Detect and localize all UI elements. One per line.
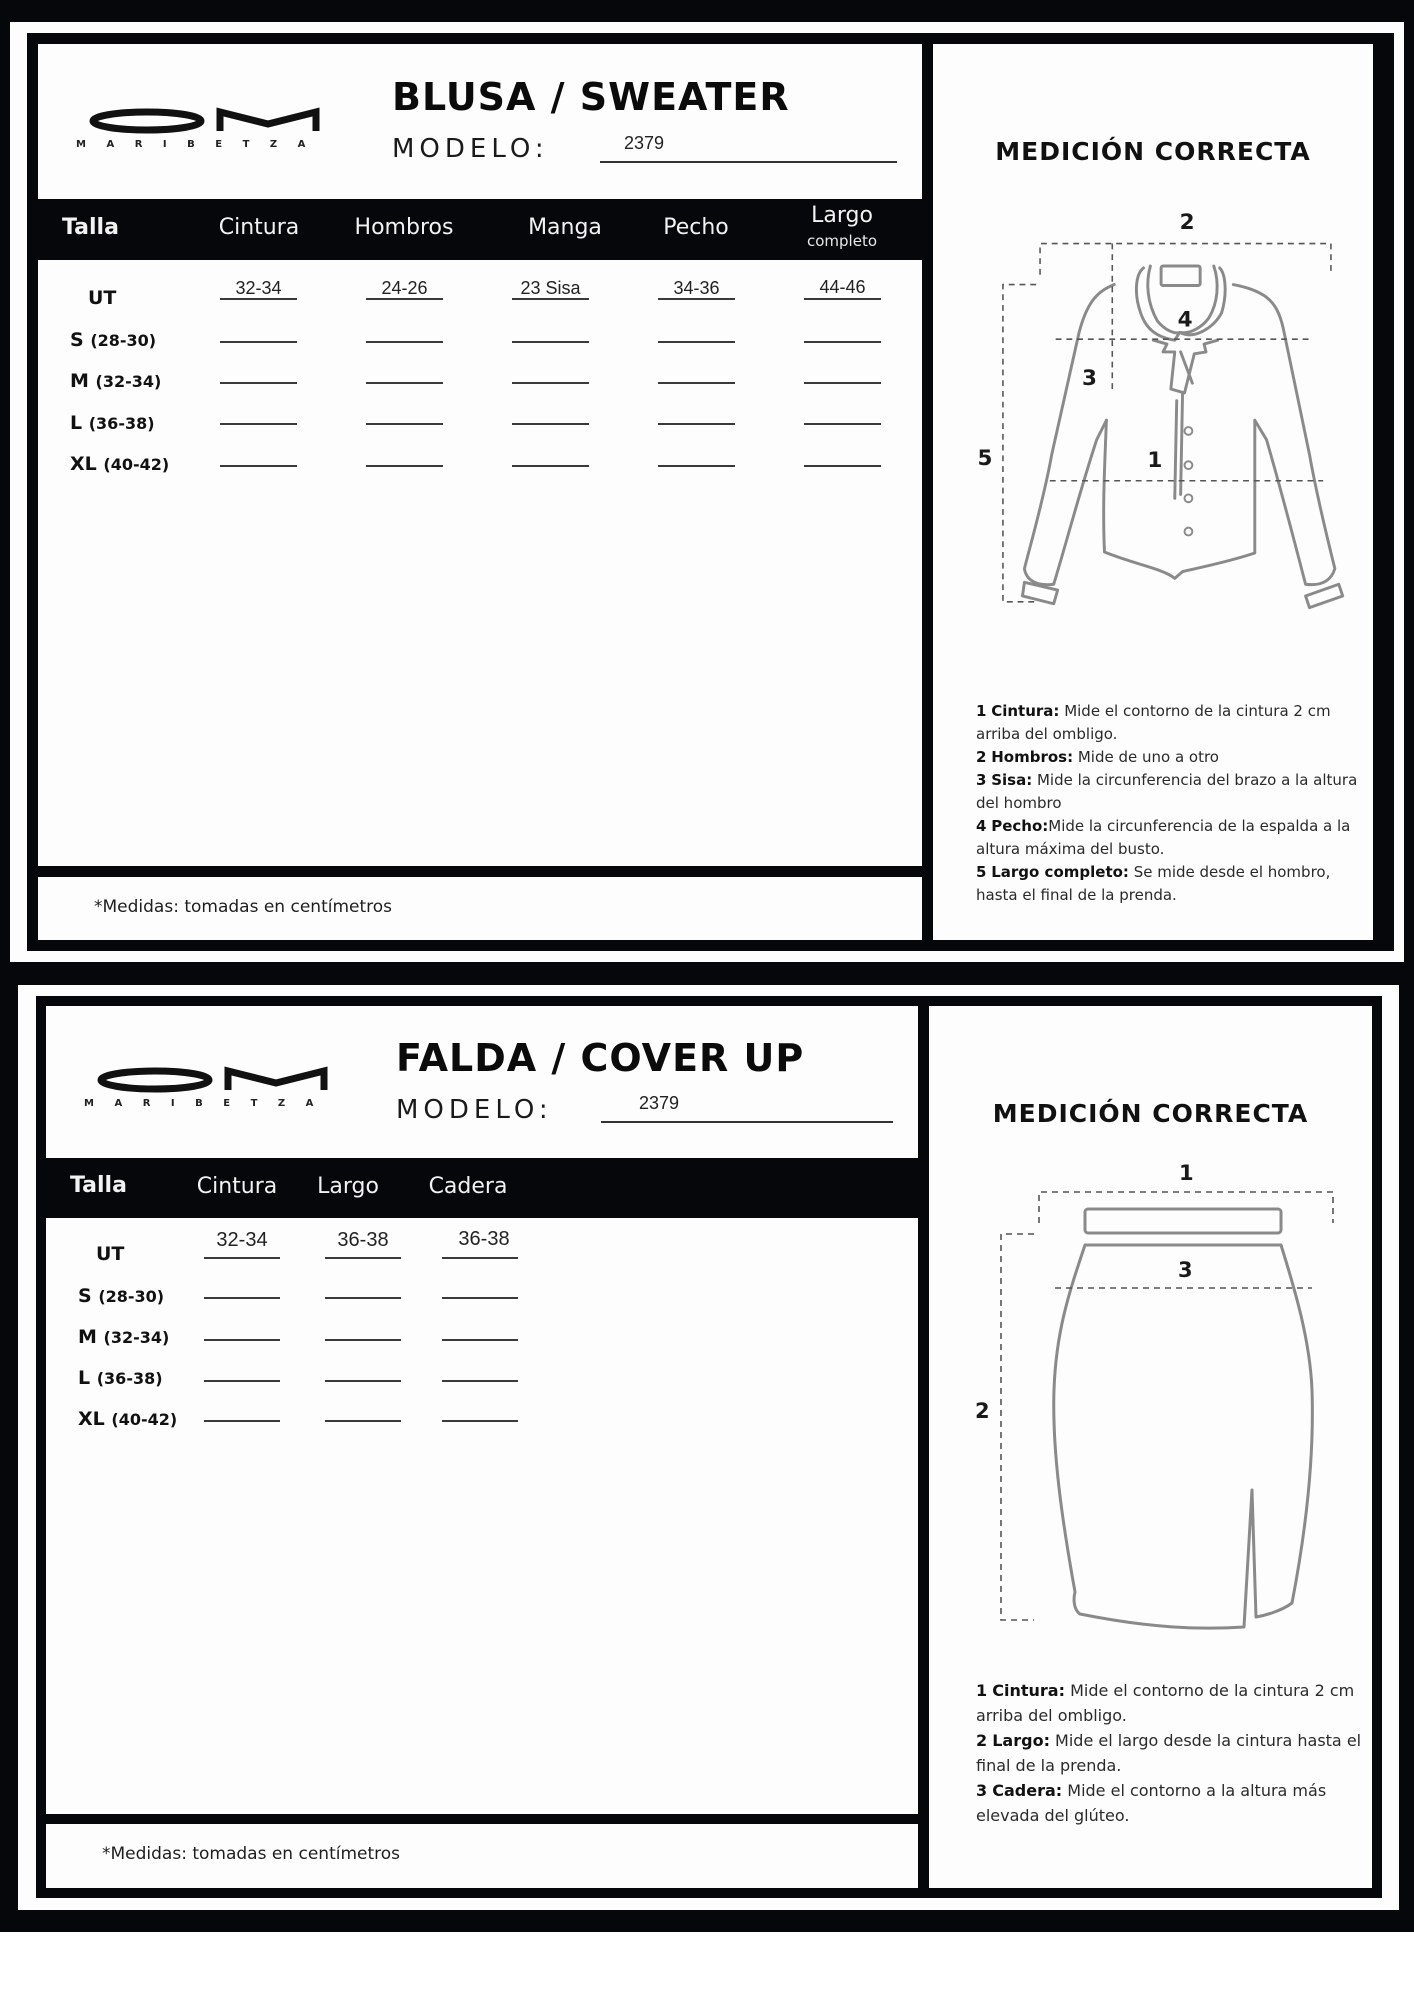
cell-value: 34-36	[673, 278, 720, 298]
cell-line	[512, 423, 589, 425]
cell-line	[204, 1380, 280, 1382]
col-header-cadera: Cadera	[428, 1174, 508, 1199]
col-header-cintura: Cintura	[218, 215, 300, 240]
table-header	[46, 1158, 918, 1218]
cell-line	[366, 382, 443, 384]
cell-value: 24-26	[381, 278, 428, 298]
size-range: (28-30)	[98, 1287, 165, 1306]
cell-line	[442, 1297, 518, 1299]
legend-item-2: 2 Largo: Mide el largo desde la cintura hasta el final de la prenda.	[976, 1731, 1362, 1775]
cell-line	[220, 341, 297, 343]
col-header-cintura: Cintura	[196, 1174, 278, 1199]
size-xl	[78, 1408, 177, 1430]
modelo-label: MODELO:	[392, 134, 549, 164]
size-m	[70, 370, 161, 392]
cell-line	[804, 465, 881, 467]
modelo-label: MODELO:	[396, 1095, 553, 1125]
col-header-pecho: Pecho	[663, 215, 729, 240]
cell-line	[366, 423, 443, 425]
cell-line	[658, 423, 735, 425]
cell-value: 44-46	[819, 277, 866, 297]
units-note: *Medidas: tomadas en centímetros	[102, 1844, 401, 1864]
marker-2: 2	[1179, 209, 1195, 235]
cell-line	[512, 465, 589, 467]
col-header-hombros: Hombros	[354, 215, 454, 240]
brand-name: MARIBETZA	[76, 139, 326, 150]
cell-line	[658, 465, 735, 467]
size-s	[70, 329, 156, 351]
brand-logo	[78, 1064, 358, 1114]
col-header-manga: Manga	[528, 215, 602, 240]
col-header-talla: Talla	[70, 1173, 127, 1198]
modelo-value: 2379	[624, 133, 665, 153]
marker-1: 1	[1179, 1161, 1194, 1185]
measure-guide-panel	[929, 1006, 1372, 1888]
measure-guide-panel	[933, 44, 1373, 940]
legend-item-3: 3 Sisa: Mide la circunferencia del brazo a la altura del hombro	[976, 771, 1358, 812]
legend-item-2: 2 Hombros: Mide de uno a otro	[976, 748, 1219, 766]
size-range: (36-38)	[96, 1369, 163, 1388]
cell-line	[220, 382, 297, 384]
cell-line	[658, 298, 735, 300]
modelo-underline	[600, 161, 897, 163]
cell-line	[512, 382, 589, 384]
cell-line	[325, 1297, 401, 1299]
legend-item-5: 5 Largo completo: Se mide desde el hombro, hasta el final de la prenda.	[976, 863, 1331, 904]
size-l	[70, 412, 155, 434]
legend-item-4: 4 Pecho:Mide la circunferencia de la espalda a la altura máxima del busto.	[976, 817, 1351, 858]
table-body	[46, 1218, 918, 1814]
cell-line	[220, 298, 297, 300]
size-range: (32-34)	[103, 1328, 170, 1347]
chart-footer	[46, 1824, 918, 1888]
legend-item-1: 1 Cintura: Mide el contorno de la cintura 2 cm arriba del ombligo.	[976, 1681, 1355, 1725]
col-header-largo: Largo	[811, 203, 873, 228]
modelo-value: 2379	[639, 1093, 680, 1113]
brand-logo	[70, 105, 350, 155]
cell-line	[512, 341, 589, 343]
garment-title: BLUSA / SWEATER	[392, 75, 790, 119]
cell-line	[220, 423, 297, 425]
measure-guide-title: MEDICIÓN CORRECTA	[995, 137, 1311, 166]
cell-line	[366, 298, 443, 300]
cell-line	[512, 298, 589, 300]
cell-line	[804, 382, 881, 384]
cell-value: 32-34	[235, 278, 282, 298]
cell-value: 36-38	[458, 1228, 510, 1250]
blouse-diagram-icon	[960, 200, 1370, 660]
marker-4: 4	[1177, 307, 1193, 333]
cell-line	[366, 341, 443, 343]
legend-item-3: 3 Cadera: Mide el contorno a la altura más elevada del glúteo.	[976, 1781, 1327, 1825]
size-code: M	[78, 1326, 97, 1348]
size-code: M	[70, 370, 89, 392]
size-m	[78, 1326, 169, 1348]
cell-line	[204, 1257, 280, 1259]
chart-footer	[38, 877, 922, 940]
modelo-underline	[601, 1121, 893, 1123]
cell-line	[442, 1339, 518, 1341]
marker-5: 5	[977, 446, 993, 472]
om-logo-icon	[78, 1064, 358, 1094]
size-code: S	[78, 1285, 92, 1307]
units-note: *Medidas: tomadas en centímetros	[94, 897, 393, 917]
col-header-largo: Largo	[317, 1174, 379, 1199]
cell-value: 36-38	[337, 1229, 389, 1251]
size-range: (28-30)	[90, 331, 157, 350]
cell-line	[442, 1380, 518, 1382]
cell-line	[658, 341, 735, 343]
size-ut: UT	[88, 287, 117, 309]
col-header-largo-sub: completo	[806, 232, 877, 250]
marker-2: 2	[975, 1399, 990, 1423]
size-code: XL	[70, 453, 97, 475]
cell-line	[204, 1339, 280, 1341]
measure-legend	[976, 700, 1366, 907]
table-header	[38, 199, 922, 260]
marker-3: 3	[1178, 1258, 1193, 1282]
cell-line	[325, 1380, 401, 1382]
legend-item-1: 1 Cintura: Mide el contorno de la cintura 2 cm arriba del ombligo.	[976, 702, 1331, 743]
size-code: L	[70, 412, 83, 434]
size-l	[78, 1367, 163, 1389]
cell-line	[325, 1339, 401, 1341]
cell-value: 23 Sisa	[520, 278, 581, 298]
cell-line	[658, 382, 735, 384]
size-code: L	[78, 1367, 91, 1389]
measure-legend	[976, 1678, 1366, 1828]
cell-line	[325, 1420, 401, 1422]
skirt-diagram-icon	[960, 1140, 1360, 1640]
om-logo-icon	[70, 105, 350, 135]
cell-line	[204, 1420, 280, 1422]
cell-line	[804, 341, 881, 343]
size-ut: UT	[96, 1243, 125, 1265]
cell-line	[442, 1257, 518, 1259]
col-header-talla: Talla	[62, 215, 119, 240]
table-body	[38, 260, 922, 866]
marker-1: 1	[1147, 448, 1163, 474]
size-s	[78, 1285, 164, 1307]
cell-line	[804, 423, 881, 425]
size-range: (40-42)	[103, 455, 170, 474]
marker-3: 3	[1082, 366, 1097, 392]
cell-line	[220, 465, 297, 467]
cell-line	[366, 465, 443, 467]
brand-name: MARIBETZA	[84, 1098, 334, 1109]
cell-line	[204, 1297, 280, 1299]
cell-line	[325, 1257, 401, 1259]
size-code: S	[70, 329, 84, 351]
garment-title: FALDA / COVER UP	[396, 1036, 805, 1080]
size-code: XL	[78, 1408, 105, 1430]
measure-guide-title: MEDICIÓN CORRECTA	[992, 1099, 1309, 1128]
size-xl	[70, 453, 169, 475]
size-range: (40-42)	[111, 1410, 178, 1429]
size-range: (32-34)	[95, 372, 162, 391]
size-range: (36-38)	[88, 414, 155, 433]
cell-value: 32-34	[216, 1229, 268, 1251]
cell-line	[804, 298, 881, 300]
cell-line	[442, 1420, 518, 1422]
